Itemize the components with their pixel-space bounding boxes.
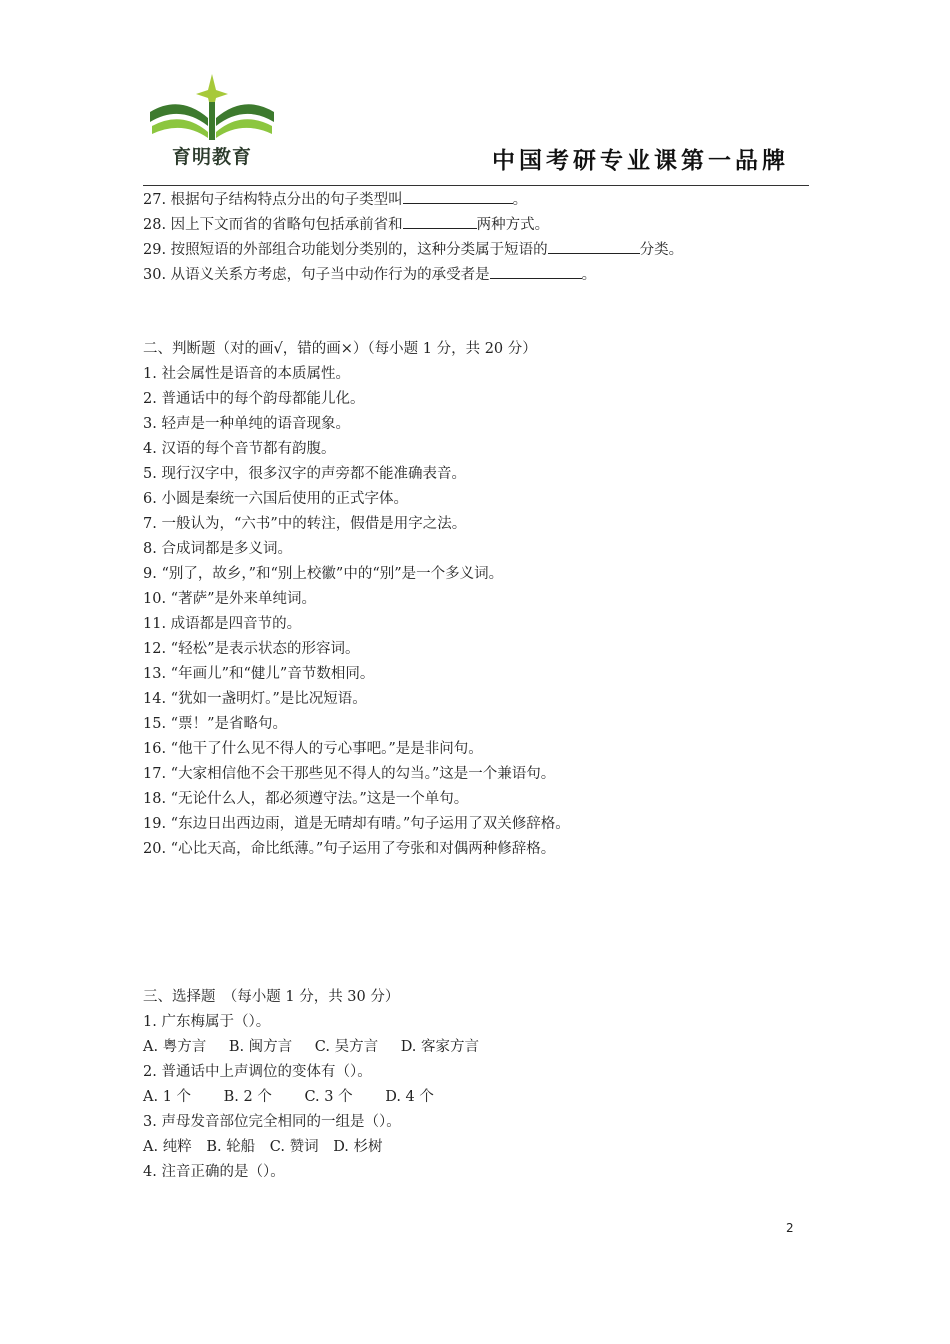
list-item: 20. “心比天高，命比纸薄。”句子运用了夸张和对偶两种修辞格。: [143, 841, 556, 857]
answer-blank: [403, 214, 477, 229]
answer-blank: [548, 239, 640, 254]
list-item: 16. “他干了什么见不得人的亏心事吧。”是是非问句。: [143, 741, 483, 757]
slogan: 中国考研专业课第一品牌: [492, 148, 789, 174]
list-item: 6. 小圆是秦统一六国后使用的正式字体。: [143, 491, 408, 507]
option: B. 2 个: [223, 1089, 272, 1105]
fill-blank-section: [143, 188, 823, 288]
question-stem: 4. 注音正确的是（）。: [143, 1164, 285, 1180]
list-item: 10. “著萨”是外来单纯词。: [143, 591, 316, 607]
list-item: 2. 普通话中的每个韵母都能儿化。: [143, 391, 365, 407]
question-stem: 3. 声母发音部位完全相同的一组是（）。: [143, 1114, 401, 1130]
list-item: 3. 轻声是一种单纯的语音现象。: [143, 416, 350, 432]
list-item: 15. “票！”是省略句。: [143, 716, 287, 732]
option: A. 1 个: [143, 1089, 192, 1105]
list-item: 13. “年画儿”和“健儿”音节数相同。: [143, 666, 375, 682]
list-item: 12. “轻松”是表示状态的形容词。: [143, 641, 360, 657]
option: A. 纯粹: [143, 1139, 192, 1155]
page-number: 2: [786, 1221, 794, 1235]
question-options: [143, 1135, 823, 1160]
list-item: 19. “东边日出西边雨，道是无晴却有晴。”句子运用了双关修辞格。: [143, 816, 570, 832]
list-item: 14. “犹如一盏明灯。”是比况短语。: [143, 691, 367, 707]
section-heading: 三、选择题 （每小题 1 分，共 30 分）: [143, 989, 400, 1005]
option: C. 吴方言: [314, 1039, 379, 1055]
option: B. 闽方言: [228, 1039, 293, 1055]
logo-emblem-icon: [146, 72, 278, 146]
option: A. 粤方言: [143, 1039, 207, 1055]
question-options: [143, 1035, 823, 1060]
multiple-choice-section: [143, 985, 823, 1185]
answer-blank: [403, 189, 513, 204]
true-false-section: [143, 337, 823, 862]
list-item: 1. 社会属性是语音的本质属性。: [143, 366, 350, 382]
option: C. 赞词: [269, 1139, 319, 1155]
list-item: 11. 成语都是四音节的。: [143, 616, 302, 632]
question-stem: 1. 广东梅属于（）。: [143, 1014, 271, 1030]
list-item: 8. 合成词都是多义词。: [143, 541, 292, 557]
option: D. 杉树: [333, 1139, 383, 1155]
list-item: 18. “无论什么人，都必须遵守法。”这是一个单句。: [143, 791, 469, 807]
option: C. 3 个: [304, 1089, 353, 1105]
section-heading: 二、判断题（对的画√，错的画×）（每小题 1 分，共 20 分）: [143, 341, 537, 357]
list-item: 7. 一般认为，“六书”中的转注，假借是用字之法。: [143, 516, 467, 532]
question-options: [143, 1085, 823, 1110]
answer-blank: [490, 264, 582, 279]
fill-blank-item-30: 30. 从语义关系方考虑，句子当中动作行为的承受者是 。: [143, 263, 823, 288]
logo: [146, 72, 278, 168]
fill-blank-item-29: 29. 按照短语的外部组合功能划分类别的，这种分类属于短语的 分类。: [143, 238, 823, 263]
logo-text: 育明教育: [171, 146, 252, 168]
fill-blank-item-28: 28. 因上下文而省的省略句包括承前省和 两种方式。: [143, 213, 823, 238]
question-stem: 2. 普通话中上声调位的变体有（）。: [143, 1064, 372, 1080]
fill-blank-item-27: 27. 根据句子结构特点分出的句子类型叫 。: [143, 188, 823, 213]
option: D. 客家方言: [400, 1039, 480, 1055]
header-divider: [143, 185, 809, 186]
list-item: 17. “大家相信他不会干那些见不得人的勾当。”这是一个兼语句。: [143, 766, 556, 782]
option: B. 轮船: [206, 1139, 256, 1155]
list-item: 4. 汉语的每个音节都有韵腹。: [143, 441, 336, 457]
list-item: 9. “别了，故乡，”和“别上校徽”中的“别”是一个多义词。: [143, 566, 504, 582]
option: D. 4 个: [385, 1089, 434, 1105]
list-item: 5. 现行汉字中，很多汉字的声旁都不能准确表音。: [143, 466, 466, 482]
